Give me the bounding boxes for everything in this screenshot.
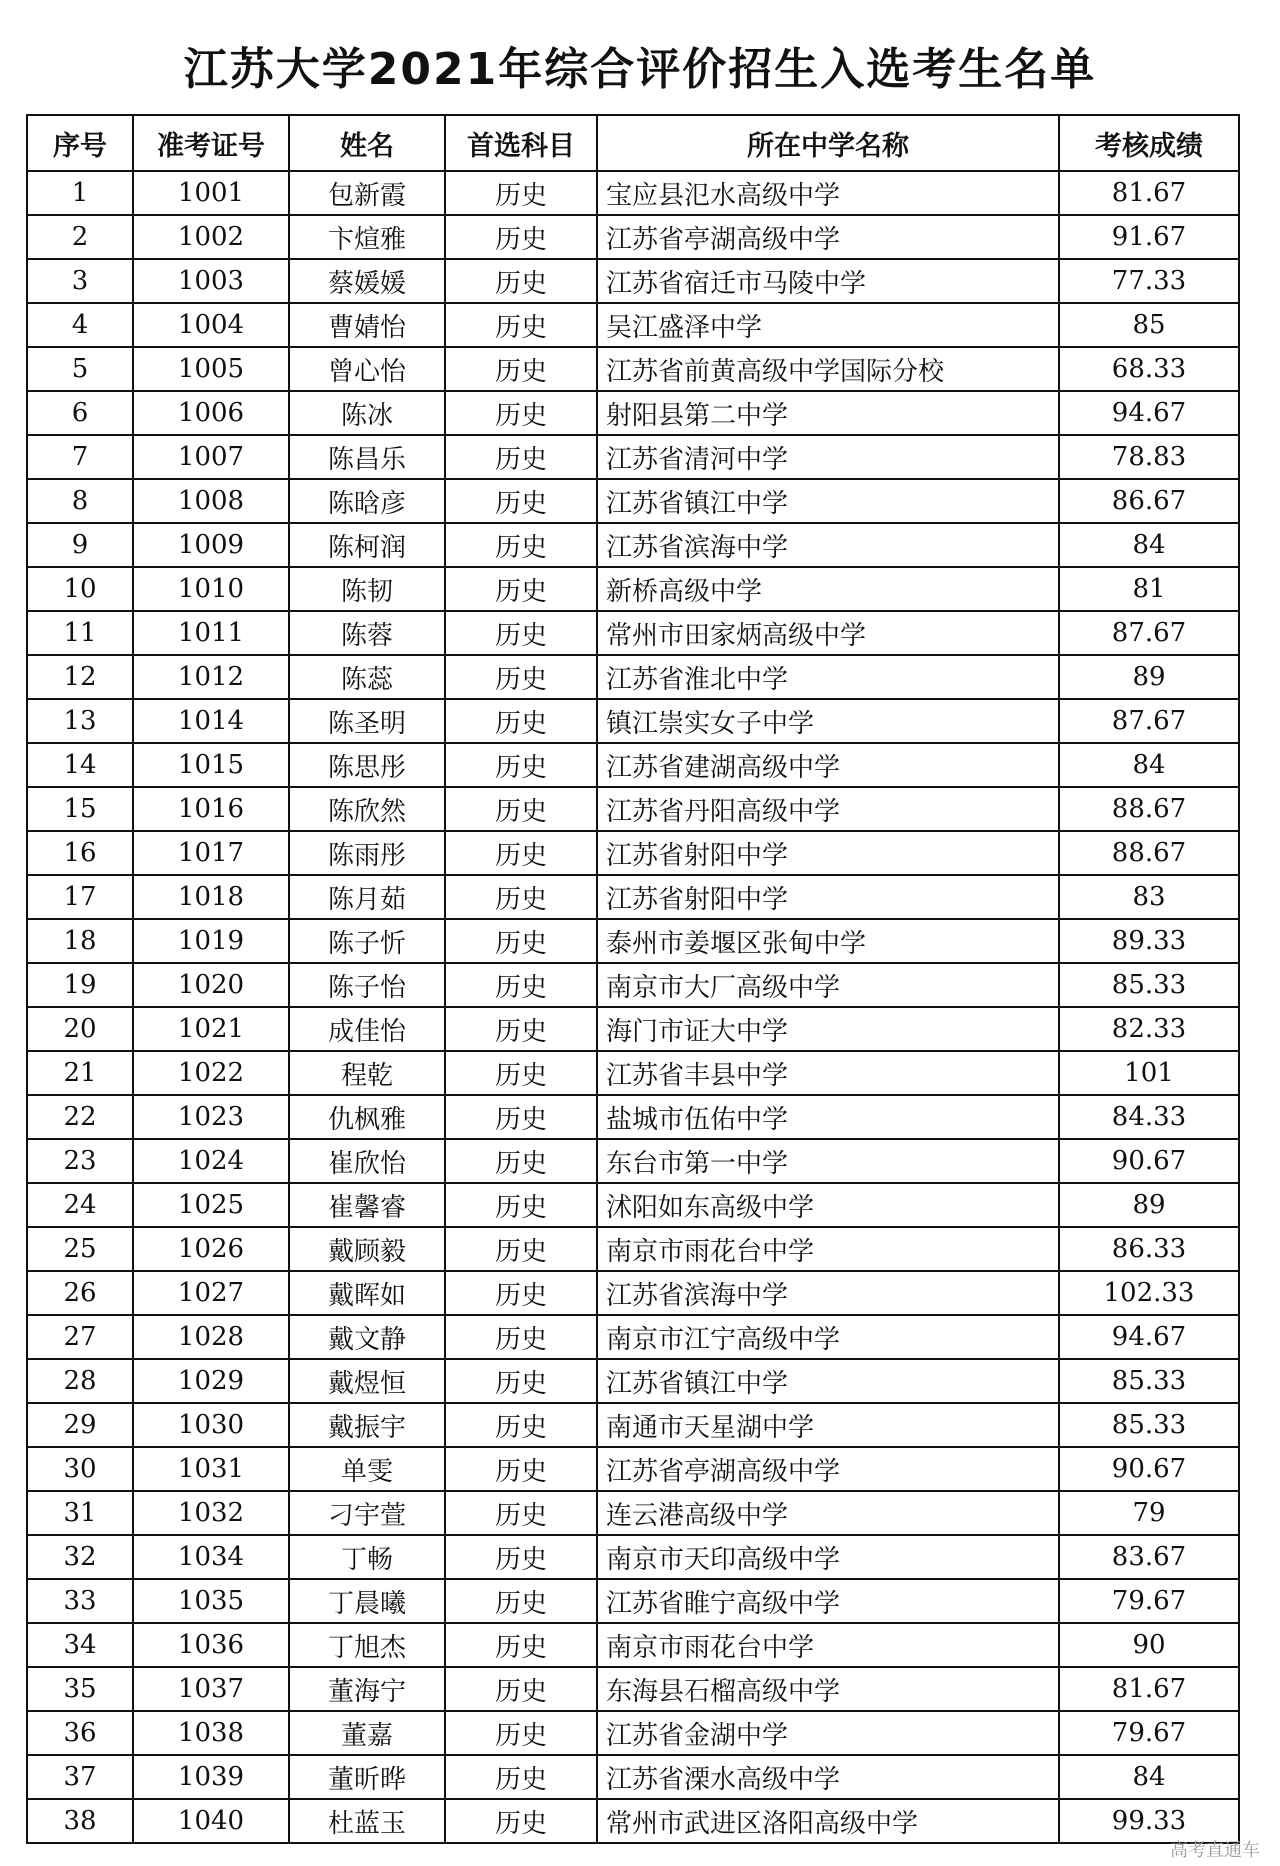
row-index: 10 [27, 567, 133, 611]
school-name: 江苏省建湖高级中学 [597, 743, 1059, 787]
subject: 历史 [445, 1799, 597, 1843]
score: 79.67 [1059, 1579, 1239, 1623]
subject: 历史 [445, 347, 597, 391]
subject: 历史 [445, 1007, 597, 1051]
row-index: 23 [27, 1139, 133, 1183]
score: 82.33 [1059, 1007, 1239, 1051]
table-row [27, 567, 1239, 611]
subject: 历史 [445, 1667, 597, 1711]
score: 101 [1059, 1051, 1239, 1095]
table-row [27, 1095, 1239, 1139]
exam-number: 1016 [133, 787, 289, 831]
student-name: 陈思彤 [289, 743, 445, 787]
score: 83 [1059, 875, 1239, 919]
subject: 历史 [445, 1623, 597, 1667]
subject: 历史 [445, 919, 597, 963]
admission-table [26, 114, 1240, 1844]
table-row [27, 435, 1239, 479]
school-name: 东台市第一中学 [597, 1139, 1059, 1183]
row-index: 19 [27, 963, 133, 1007]
exam-number: 1034 [133, 1535, 289, 1579]
score: 78.83 [1059, 435, 1239, 479]
student-name: 陈蕊 [289, 655, 445, 699]
school-name: 江苏省清河中学 [597, 435, 1059, 479]
score: 84 [1059, 1755, 1239, 1799]
school-name: 常州市田家炳高级中学 [597, 611, 1059, 655]
school-name: 江苏省亭湖高级中学 [597, 1447, 1059, 1491]
exam-number: 1014 [133, 699, 289, 743]
row-index: 31 [27, 1491, 133, 1535]
subject: 历史 [445, 523, 597, 567]
student-name: 陈冰 [289, 391, 445, 435]
subject: 历史 [445, 611, 597, 655]
subject: 历史 [445, 1491, 597, 1535]
student-name: 陈圣明 [289, 699, 445, 743]
subject: 历史 [445, 1139, 597, 1183]
row-index: 24 [27, 1183, 133, 1227]
subject: 历史 [445, 479, 597, 523]
school-name: 海门市证大中学 [597, 1007, 1059, 1051]
subject: 历史 [445, 1579, 597, 1623]
subject: 历史 [445, 875, 597, 919]
row-index: 14 [27, 743, 133, 787]
table-row [27, 831, 1239, 875]
subject: 历史 [445, 1711, 597, 1755]
student-name: 丁旭杰 [289, 1623, 445, 1667]
row-index: 35 [27, 1667, 133, 1711]
score: 83.67 [1059, 1535, 1239, 1579]
exam-number: 1006 [133, 391, 289, 435]
score: 84.33 [1059, 1095, 1239, 1139]
table-row [27, 1227, 1239, 1271]
exam-number: 1037 [133, 1667, 289, 1711]
subject: 历史 [445, 435, 597, 479]
table-row [27, 1447, 1239, 1491]
table-row [27, 699, 1239, 743]
score: 94.67 [1059, 391, 1239, 435]
exam-number: 1035 [133, 1579, 289, 1623]
table-row [27, 171, 1239, 215]
table-header-row [27, 115, 1239, 171]
row-index: 12 [27, 655, 133, 699]
school-name: 江苏省丹阳高级中学 [597, 787, 1059, 831]
school-name: 沭阳如东高级中学 [597, 1183, 1059, 1227]
exam-number: 1012 [133, 655, 289, 699]
school-name: 南京市雨花台中学 [597, 1623, 1059, 1667]
table-row [27, 1007, 1239, 1051]
row-index: 1 [27, 171, 133, 215]
subject: 历史 [445, 303, 597, 347]
student-name: 程乾 [289, 1051, 445, 1095]
score: 86.33 [1059, 1227, 1239, 1271]
student-name: 陈月茹 [289, 875, 445, 919]
subject: 历史 [445, 1095, 597, 1139]
exam-number: 1028 [133, 1315, 289, 1359]
exam-number: 1023 [133, 1095, 289, 1139]
row-index: 27 [27, 1315, 133, 1359]
row-index: 16 [27, 831, 133, 875]
school-name: 江苏省射阳中学 [597, 875, 1059, 919]
subject: 历史 [445, 1535, 597, 1579]
school-name: 盐城市伍佑中学 [597, 1095, 1059, 1139]
school-name: 宝应县氾水高级中学 [597, 171, 1059, 215]
score: 89.33 [1059, 919, 1239, 963]
table-row [27, 1711, 1239, 1755]
student-name: 卞煊雅 [289, 215, 445, 259]
score: 91.67 [1059, 215, 1239, 259]
student-name: 董昕晔 [289, 1755, 445, 1799]
exam-number: 1039 [133, 1755, 289, 1799]
school-name: 江苏省金湖中学 [597, 1711, 1059, 1755]
table-row [27, 1579, 1239, 1623]
table-row [27, 743, 1239, 787]
row-index: 26 [27, 1271, 133, 1315]
student-name: 曹婧怡 [289, 303, 445, 347]
table-body [27, 171, 1239, 1843]
student-name: 陈晗彦 [289, 479, 445, 523]
score: 77.33 [1059, 259, 1239, 303]
subject: 历史 [445, 171, 597, 215]
exam-number: 1019 [133, 919, 289, 963]
student-name: 陈韧 [289, 567, 445, 611]
score: 79.67 [1059, 1711, 1239, 1755]
score: 85.33 [1059, 963, 1239, 1007]
student-name: 曾心怡 [289, 347, 445, 391]
row-index: 34 [27, 1623, 133, 1667]
score: 90.67 [1059, 1447, 1239, 1491]
score: 102.33 [1059, 1271, 1239, 1315]
student-name: 成佳怡 [289, 1007, 445, 1051]
score: 88.67 [1059, 787, 1239, 831]
student-name: 董嘉 [289, 1711, 445, 1755]
row-index: 20 [27, 1007, 133, 1051]
table-row [27, 963, 1239, 1007]
subject: 历史 [445, 699, 597, 743]
school-name: 射阳县第二中学 [597, 391, 1059, 435]
row-index: 4 [27, 303, 133, 347]
row-index: 37 [27, 1755, 133, 1799]
student-name: 戴煜恒 [289, 1359, 445, 1403]
header-school: 所在中学名称 [597, 115, 1059, 171]
row-index: 7 [27, 435, 133, 479]
student-name: 丁畅 [289, 1535, 445, 1579]
table-row [27, 655, 1239, 699]
exam-number: 1021 [133, 1007, 289, 1051]
student-name: 陈蓉 [289, 611, 445, 655]
school-name: 连云港高级中学 [597, 1491, 1059, 1535]
table-row [27, 259, 1239, 303]
school-name: 江苏省溧水高级中学 [597, 1755, 1059, 1799]
exam-number: 1020 [133, 963, 289, 1007]
student-name: 崔馨睿 [289, 1183, 445, 1227]
row-index: 15 [27, 787, 133, 831]
exam-number: 1017 [133, 831, 289, 875]
score: 86.67 [1059, 479, 1239, 523]
table-row [27, 1051, 1239, 1095]
table-row [27, 1799, 1239, 1843]
exam-number: 1026 [133, 1227, 289, 1271]
row-index: 8 [27, 479, 133, 523]
student-name: 戴顾毅 [289, 1227, 445, 1271]
school-name: 江苏省滨海中学 [597, 1271, 1059, 1315]
score: 89 [1059, 655, 1239, 699]
school-name: 南京市江宁高级中学 [597, 1315, 1059, 1359]
exam-number: 1004 [133, 303, 289, 347]
table-row [27, 1139, 1239, 1183]
table-row [27, 787, 1239, 831]
exam-number: 1032 [133, 1491, 289, 1535]
school-name: 南京市雨花台中学 [597, 1227, 1059, 1271]
row-index: 30 [27, 1447, 133, 1491]
table-row [27, 611, 1239, 655]
header-index: 序号 [27, 115, 133, 171]
school-name: 泰州市姜堰区张甸中学 [597, 919, 1059, 963]
subject: 历史 [445, 1447, 597, 1491]
table-row [27, 1491, 1239, 1535]
student-name: 包新霞 [289, 171, 445, 215]
table-row [27, 1535, 1239, 1579]
student-name: 戴振宇 [289, 1403, 445, 1447]
score: 94.67 [1059, 1315, 1239, 1359]
exam-number: 1031 [133, 1447, 289, 1491]
row-index: 13 [27, 699, 133, 743]
subject: 历史 [445, 215, 597, 259]
student-name: 戴晖如 [289, 1271, 445, 1315]
row-index: 6 [27, 391, 133, 435]
school-name: 江苏省亭湖高级中学 [597, 215, 1059, 259]
table-row [27, 391, 1239, 435]
subject: 历史 [445, 655, 597, 699]
school-name: 江苏省镇江中学 [597, 479, 1059, 523]
score: 85 [1059, 303, 1239, 347]
school-name: 南京市大厂高级中学 [597, 963, 1059, 1007]
table-row [27, 919, 1239, 963]
subject: 历史 [445, 1051, 597, 1095]
student-name: 仇枫雅 [289, 1095, 445, 1139]
exam-number: 1040 [133, 1799, 289, 1843]
table-row [27, 1667, 1239, 1711]
row-index: 18 [27, 919, 133, 963]
school-name: 江苏省宿迁市马陵中学 [597, 259, 1059, 303]
exam-number: 1009 [133, 523, 289, 567]
student-name: 丁晨曦 [289, 1579, 445, 1623]
row-index: 32 [27, 1535, 133, 1579]
exam-number: 1027 [133, 1271, 289, 1315]
exam-number: 1029 [133, 1359, 289, 1403]
row-index: 11 [27, 611, 133, 655]
score: 85.33 [1059, 1403, 1239, 1447]
row-index: 25 [27, 1227, 133, 1271]
exam-number: 1018 [133, 875, 289, 919]
subject: 历史 [445, 1315, 597, 1359]
row-index: 2 [27, 215, 133, 259]
header-score: 考核成绩 [1059, 115, 1239, 171]
school-name: 南京市天印高级中学 [597, 1535, 1059, 1579]
school-name: 常州市武进区洛阳高级中学 [597, 1799, 1059, 1843]
subject: 历史 [445, 391, 597, 435]
subject: 历史 [445, 1227, 597, 1271]
table-row [27, 1623, 1239, 1667]
student-name: 崔欣怡 [289, 1139, 445, 1183]
score: 90.67 [1059, 1139, 1239, 1183]
exam-number: 1007 [133, 435, 289, 479]
table-row [27, 1315, 1239, 1359]
exam-number: 1001 [133, 171, 289, 215]
school-name: 江苏省前黄高级中学国际分校 [597, 347, 1059, 391]
row-index: 21 [27, 1051, 133, 1095]
subject: 历史 [445, 787, 597, 831]
student-name: 单雯 [289, 1447, 445, 1491]
student-name: 陈雨彤 [289, 831, 445, 875]
table-row [27, 1403, 1239, 1447]
table-row [27, 479, 1239, 523]
row-index: 28 [27, 1359, 133, 1403]
exam-number: 1008 [133, 479, 289, 523]
row-index: 36 [27, 1711, 133, 1755]
row-index: 9 [27, 523, 133, 567]
student-name: 陈柯润 [289, 523, 445, 567]
student-name: 陈欣然 [289, 787, 445, 831]
table-row [27, 875, 1239, 919]
subject: 历史 [445, 1183, 597, 1227]
school-name: 新桥高级中学 [597, 567, 1059, 611]
table-row [27, 347, 1239, 391]
exam-number: 1030 [133, 1403, 289, 1447]
school-name: 东海县石榴高级中学 [597, 1667, 1059, 1711]
table-row [27, 1755, 1239, 1799]
exam-number: 1022 [133, 1051, 289, 1095]
exam-number: 1024 [133, 1139, 289, 1183]
student-name: 董海宁 [289, 1667, 445, 1711]
score: 68.33 [1059, 347, 1239, 391]
exam-number: 1003 [133, 259, 289, 303]
row-index: 5 [27, 347, 133, 391]
school-name: 江苏省丰县中学 [597, 1051, 1059, 1095]
row-index: 33 [27, 1579, 133, 1623]
score: 87.67 [1059, 699, 1239, 743]
student-name: 陈子怡 [289, 963, 445, 1007]
subject: 历史 [445, 831, 597, 875]
table-row [27, 523, 1239, 567]
exam-number: 1038 [133, 1711, 289, 1755]
school-name: 江苏省滨海中学 [597, 523, 1059, 567]
exam-number: 1010 [133, 567, 289, 611]
exam-number: 1011 [133, 611, 289, 655]
score: 89 [1059, 1183, 1239, 1227]
exam-number: 1002 [133, 215, 289, 259]
school-name: 吴江盛泽中学 [597, 303, 1059, 347]
school-name: 镇江崇实女子中学 [597, 699, 1059, 743]
row-index: 29 [27, 1403, 133, 1447]
score: 90 [1059, 1623, 1239, 1667]
score: 87.67 [1059, 611, 1239, 655]
subject: 历史 [445, 963, 597, 1007]
exam-number: 1025 [133, 1183, 289, 1227]
page-title: 江苏大学2021年综合评价招生入选考生名单 [183, 44, 1097, 95]
student-name: 蔡媛媛 [289, 259, 445, 303]
watermark: 高考直通车 [1170, 1840, 1260, 1861]
school-name: 江苏省睢宁高级中学 [597, 1579, 1059, 1623]
row-index: 22 [27, 1095, 133, 1139]
student-name: 刁宇萱 [289, 1491, 445, 1535]
header-subject: 首选科目 [445, 115, 597, 171]
row-index: 38 [27, 1799, 133, 1843]
header-exam-number: 准考证号 [133, 115, 289, 171]
subject: 历史 [445, 1755, 597, 1799]
exam-number: 1005 [133, 347, 289, 391]
student-name: 杜蓝玉 [289, 1799, 445, 1843]
score: 99.33 [1059, 1799, 1239, 1843]
table-row [27, 215, 1239, 259]
school-name: 南通市天星湖中学 [597, 1403, 1059, 1447]
table-row [27, 1359, 1239, 1403]
header-name: 姓名 [289, 115, 445, 171]
subject: 历史 [445, 1403, 597, 1447]
student-name: 戴文静 [289, 1315, 445, 1359]
table-row [27, 1183, 1239, 1227]
student-name: 陈昌乐 [289, 435, 445, 479]
exam-number: 1015 [133, 743, 289, 787]
school-name: 江苏省淮北中学 [597, 655, 1059, 699]
score: 84 [1059, 523, 1239, 567]
subject: 历史 [445, 567, 597, 611]
score: 81.67 [1059, 1667, 1239, 1711]
student-name: 陈子忻 [289, 919, 445, 963]
subject: 历史 [445, 259, 597, 303]
exam-number: 1036 [133, 1623, 289, 1667]
school-name: 江苏省镇江中学 [597, 1359, 1059, 1403]
score: 84 [1059, 743, 1239, 787]
row-index: 17 [27, 875, 133, 919]
score: 79 [1059, 1491, 1239, 1535]
score: 88.67 [1059, 831, 1239, 875]
table-row [27, 1271, 1239, 1315]
subject: 历史 [445, 1359, 597, 1403]
school-name: 江苏省射阳中学 [597, 831, 1059, 875]
score: 85.33 [1059, 1359, 1239, 1403]
row-index: 3 [27, 259, 133, 303]
subject: 历史 [445, 743, 597, 787]
subject: 历史 [445, 1271, 597, 1315]
score: 81.67 [1059, 171, 1239, 215]
score: 81 [1059, 567, 1239, 611]
table-row [27, 303, 1239, 347]
